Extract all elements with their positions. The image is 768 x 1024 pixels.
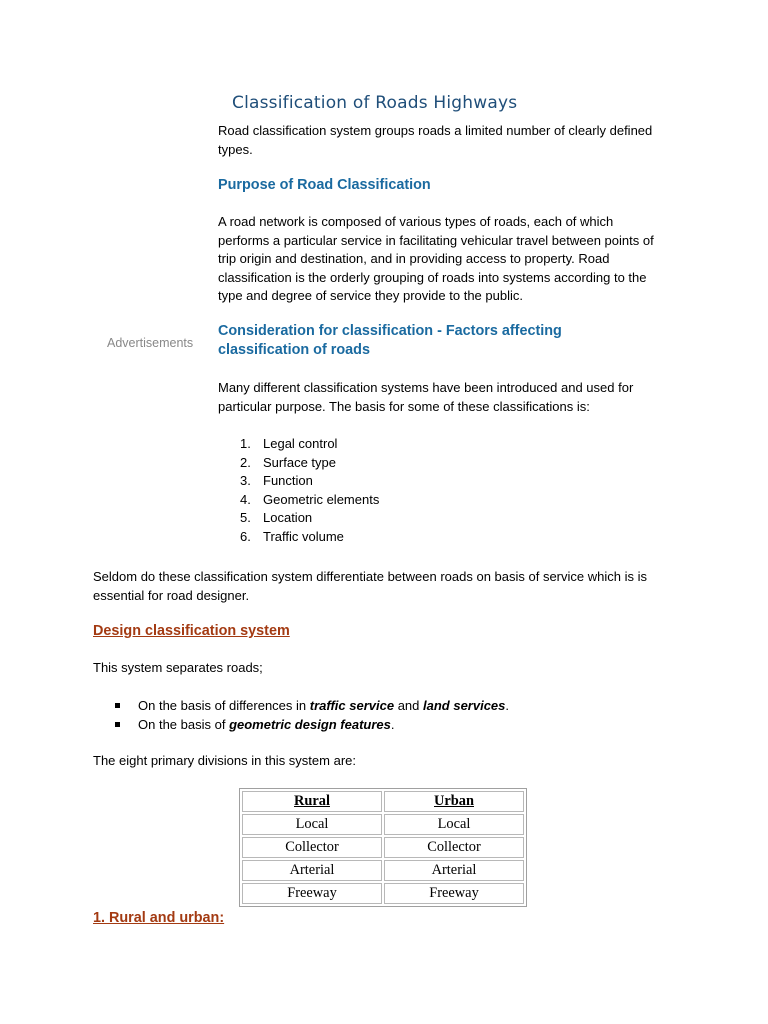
basis-list [218, 435, 618, 546]
table-cell: Collector [384, 837, 524, 858]
divisions-table [239, 788, 527, 907]
purpose-paragraph: A road network is composed of various types of roads, each of which performs a particular service in facilitating vehicular travel between points of trip origin and destination, and in providing access to property. Road classification is the orderly grouping of roads into systems according to the type and degree of service they provide to the public. [218, 214, 654, 304]
list-item: 5. Location [240, 510, 313, 525]
list-item: 6. Traffic volume [240, 528, 344, 544]
design-intro: This system separates roads; [93, 660, 263, 675]
list-item: 4. Geometric elements [240, 491, 380, 507]
table-row [242, 883, 524, 904]
list-item: 1. Legal control [240, 436, 338, 451]
list-item: On the basis of differences in traffic service and land services. [93, 696, 653, 715]
table-header-row [242, 791, 524, 812]
table-cell: Arterial [384, 860, 524, 881]
square-bullet-icon [115, 722, 120, 727]
table-cell: Freeway [384, 883, 524, 904]
advertisements-label: Advertisements [107, 336, 194, 350]
table-row [242, 860, 524, 881]
table-row [242, 837, 524, 858]
table-cell: Collector [242, 837, 382, 858]
table-row [242, 814, 524, 835]
consideration-heading: Consideration for classification - Factors affecting classification of roads [218, 323, 562, 358]
list-item: 2. Surface type [240, 454, 336, 470]
table-cell: Local [242, 814, 382, 835]
page-title: Classification of Roads Highways [232, 93, 518, 113]
eight-divisions-text: The eight primary divisions in this system are: [93, 753, 356, 768]
design-heading: Design classification system [93, 623, 290, 639]
table-cell: Arterial [242, 860, 382, 881]
table-cell: Local [384, 814, 524, 835]
table-cell: Freeway [242, 883, 382, 904]
list-item: On the basis of geometric design features. [93, 715, 653, 734]
table-header-cell: Rural [242, 791, 382, 812]
square-bullet-icon [115, 703, 120, 708]
list-item: 3. Function [240, 473, 313, 488]
seldom-paragraph: Seldom do these classification system differentiate between roads on basis of service which is is essential for road designer. [93, 569, 647, 603]
purpose-heading: Purpose of Road Classification [218, 177, 431, 193]
intro-paragraph: Road classification system groups roads a limited number of clearly defined types. [218, 123, 653, 157]
rural-urban-heading: 1. Rural and urban: [93, 910, 225, 926]
table-header-cell: Urban [384, 791, 524, 812]
consideration-paragraph: Many different classification systems have been introduced and used for particular purpose. The basis for some of these classifications is: [218, 380, 634, 414]
design-bullets [93, 696, 653, 734]
